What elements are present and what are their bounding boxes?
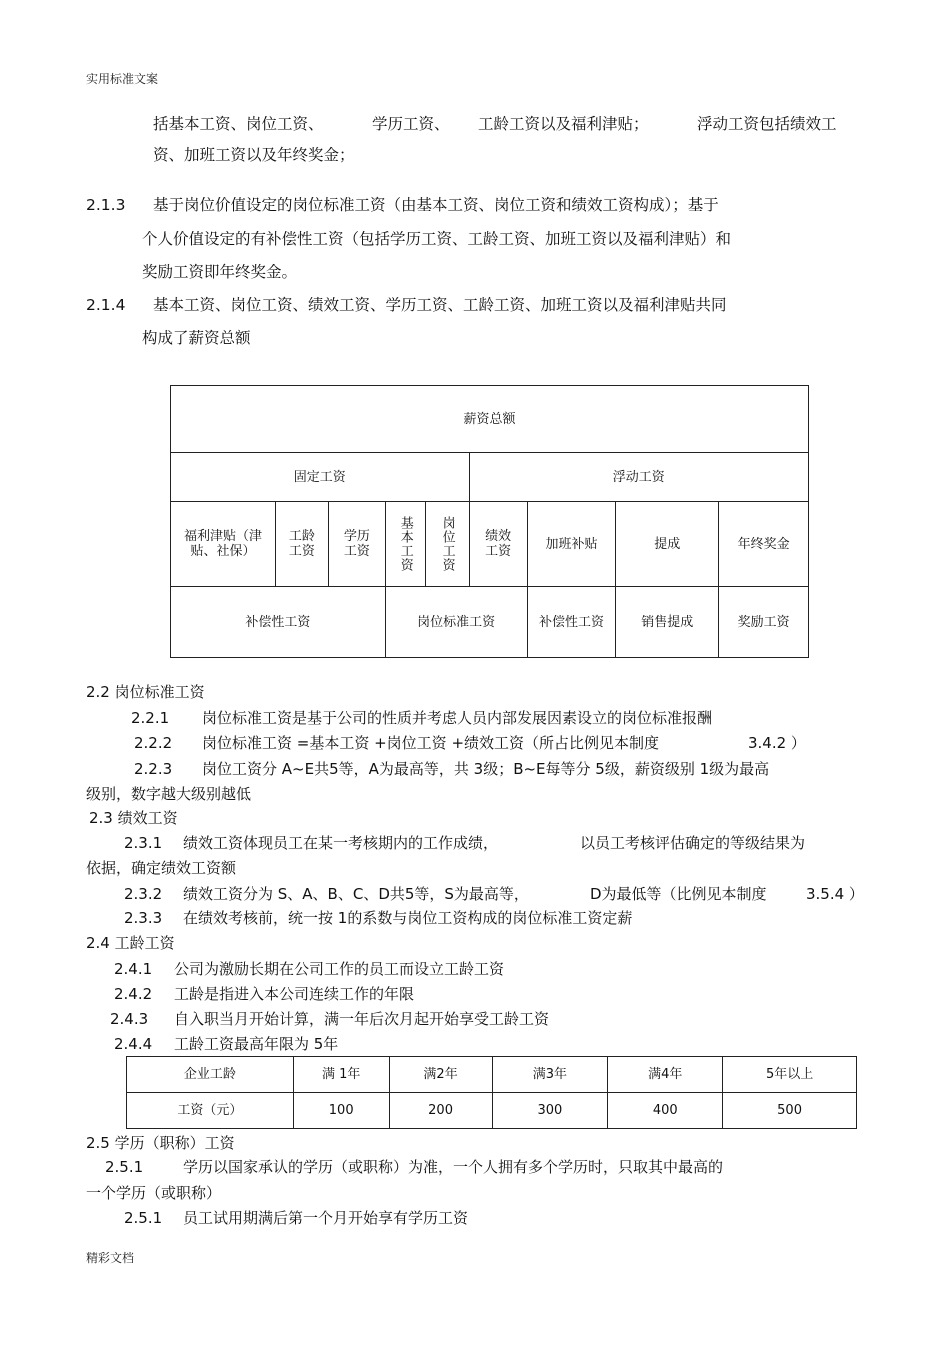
paragraph-line: 学历以国家承认的学历（或职称）为准，一个人拥有多个学历时，只取其中最高的 bbox=[183, 1158, 724, 1176]
header-cell: 满2年 bbox=[389, 1057, 492, 1093]
group-reward: 奖励工资 bbox=[719, 587, 809, 658]
section-number: 2.3.1 bbox=[124, 834, 163, 852]
value-cell: 500 bbox=[723, 1093, 857, 1129]
item-overtime: 加班补贴 bbox=[527, 502, 616, 587]
paragraph-line: 工龄是指进入本公司连续工作的年限 bbox=[174, 985, 415, 1003]
page-header: 实用标准文案 bbox=[86, 72, 159, 86]
fixed-salary-cell: 固定工资 bbox=[171, 453, 470, 502]
section-number: 2.5.1 bbox=[124, 1209, 163, 1227]
floating-salary-cell: 浮动工资 bbox=[469, 453, 808, 502]
paragraph-line: 在绩效考核前，统一按 1的系数与岗位工资构成的岗位标准工资定薪 bbox=[183, 909, 633, 927]
section-number: 2.4.1 bbox=[114, 960, 153, 978]
item-seniority: 工龄工资 bbox=[288, 529, 315, 559]
page-footer: 精彩文档 bbox=[86, 1251, 135, 1265]
paragraph-line: 3.4.2 ） bbox=[748, 734, 806, 752]
paragraph-line: 基于岗位价值设定的岗位标准工资（由基本工资、岗位工资和绩效工资构成）；基于 bbox=[153, 196, 719, 214]
group-sales-commission: 销售提成 bbox=[616, 587, 719, 658]
group-position-standard: 岗位标准工资 bbox=[385, 587, 527, 658]
intro-line-1b: 学历工资、 bbox=[372, 115, 450, 133]
item-commission: 提成 bbox=[616, 502, 719, 587]
item-position: 岗位工资 bbox=[439, 516, 455, 572]
paragraph-line: 依据，确定绩效工资额 bbox=[86, 859, 237, 877]
section-heading: 2.4 工龄工资 bbox=[86, 934, 175, 952]
intro-line-1a: 括基本工资、岗位工资、 bbox=[153, 115, 324, 133]
paragraph-line: 绩效工资体现员工在某一考核期内的工作成绩， bbox=[183, 834, 499, 852]
value-cell: 300 bbox=[492, 1093, 608, 1129]
paragraph-line: 岗位标准工资 =基本工资 +岗位工资 +绩效工资（所占比例见本制度 bbox=[202, 734, 660, 752]
paragraph-line: 工龄工资最高年限为 5年 bbox=[174, 1035, 339, 1053]
table-title-cell: 薪资总额 bbox=[171, 386, 809, 453]
section-number: 2.2.3 bbox=[134, 760, 173, 778]
section-number: 2.2.2 bbox=[134, 734, 173, 752]
paragraph-line: 基本工资、岗位工资、绩效工资、学历工资、工龄工资、加班工资以及福利津贴共同 bbox=[153, 296, 727, 314]
section-number: 2.1.4 bbox=[86, 296, 126, 314]
item-cell bbox=[171, 502, 276, 587]
item-cell bbox=[425, 502, 469, 587]
paragraph-line: 奖励工资即年终奖金。 bbox=[142, 263, 298, 281]
paragraph-line: 自入职当月开始计算，满一年后次月起开始享受工龄工资 bbox=[174, 1010, 550, 1028]
header-cell: 满3年 bbox=[492, 1057, 608, 1093]
paragraph-line: 绩效工资分为 S、A、B、C、D共5等，S为最高等， bbox=[183, 885, 529, 903]
group-compensatory: 补偿性工资 bbox=[171, 587, 386, 658]
paragraph-line: 公司为激励长期在公司工作的员工而设立工龄工资 bbox=[174, 960, 505, 978]
section-number: 2.3.2 bbox=[124, 885, 163, 903]
paragraph-line: 一个学历（或职称） bbox=[86, 1184, 222, 1202]
salary-structure-table bbox=[170, 385, 809, 658]
header-cell: 5年以上 bbox=[723, 1057, 857, 1093]
paragraph-line: 级别，数字越大级别越低 bbox=[86, 785, 252, 803]
paragraph-line: D为最低等（比例见本制度 bbox=[590, 885, 767, 903]
item-basic: 基本工资 bbox=[397, 516, 413, 572]
header-cell: 企业工龄 bbox=[127, 1057, 294, 1093]
intro-line-2: 资、加班工资以及年终奖金； bbox=[153, 146, 355, 164]
section-number: 2.3.3 bbox=[124, 909, 163, 927]
paragraph-line: 个人价值设定的有补偿性工资（包括学历工资、工龄工资、加班工资以及福利津贴）和 bbox=[142, 230, 732, 248]
value-cell: 工资（元） bbox=[127, 1093, 294, 1129]
intro-line-1c: 工龄工资以及福利津贴； bbox=[478, 115, 649, 133]
paragraph-line: 岗位工资分 A~E共5等，A为最高等，共 3级；B~E每等分 5级，薪资级别 1级为最高 bbox=[202, 760, 770, 778]
section-number: 2.4.3 bbox=[110, 1010, 149, 1028]
group-compensatory-2: 补偿性工资 bbox=[538, 614, 604, 630]
item-welfare: 福利津贴（津贴、社保） bbox=[183, 529, 262, 559]
section-heading: 2.5 学历（职称）工资 bbox=[86, 1134, 235, 1152]
item-cell bbox=[275, 502, 328, 587]
item-education: 学历工资 bbox=[343, 529, 370, 559]
header-cell: 满 1年 bbox=[293, 1057, 389, 1093]
item-bonus: 年终奖金 bbox=[719, 502, 809, 587]
value-cell: 200 bbox=[389, 1093, 492, 1129]
header-cell: 满4年 bbox=[608, 1057, 723, 1093]
section-number: 2.4.2 bbox=[114, 985, 153, 1003]
item-cell bbox=[469, 502, 527, 587]
seniority-pay-table bbox=[126, 1056, 857, 1129]
section-number: 2.2.1 bbox=[131, 709, 170, 727]
section-number: 2.5.1 bbox=[105, 1158, 144, 1176]
value-cell: 100 bbox=[293, 1093, 389, 1129]
item-cell bbox=[328, 502, 385, 587]
paragraph-line: 3.5.4 ） bbox=[806, 885, 864, 903]
paragraph-line: 岗位标准工资是基于公司的性质并考虑人员内部发展因素设立的岗位标准报酬 bbox=[202, 709, 713, 727]
intro-line-1d: 浮动工资包括绩效工 bbox=[697, 115, 837, 133]
section-number: 2.1.3 bbox=[86, 196, 126, 214]
item-performance: 绩效工资 bbox=[485, 529, 512, 559]
section-number: 2.4.4 bbox=[114, 1035, 153, 1053]
section-heading: 2.3 绩效工资 bbox=[89, 809, 178, 827]
section-heading: 2.2 岗位标准工资 bbox=[86, 683, 205, 701]
item-cell bbox=[385, 502, 425, 587]
paragraph-line: 员工试用期满后第一个月开始享有学历工资 bbox=[183, 1209, 469, 1227]
paragraph-line: 构成了薪资总额 bbox=[142, 329, 251, 347]
paragraph-line: 以员工考核评估确定的等级结果为 bbox=[580, 834, 806, 852]
value-cell: 400 bbox=[608, 1093, 723, 1129]
